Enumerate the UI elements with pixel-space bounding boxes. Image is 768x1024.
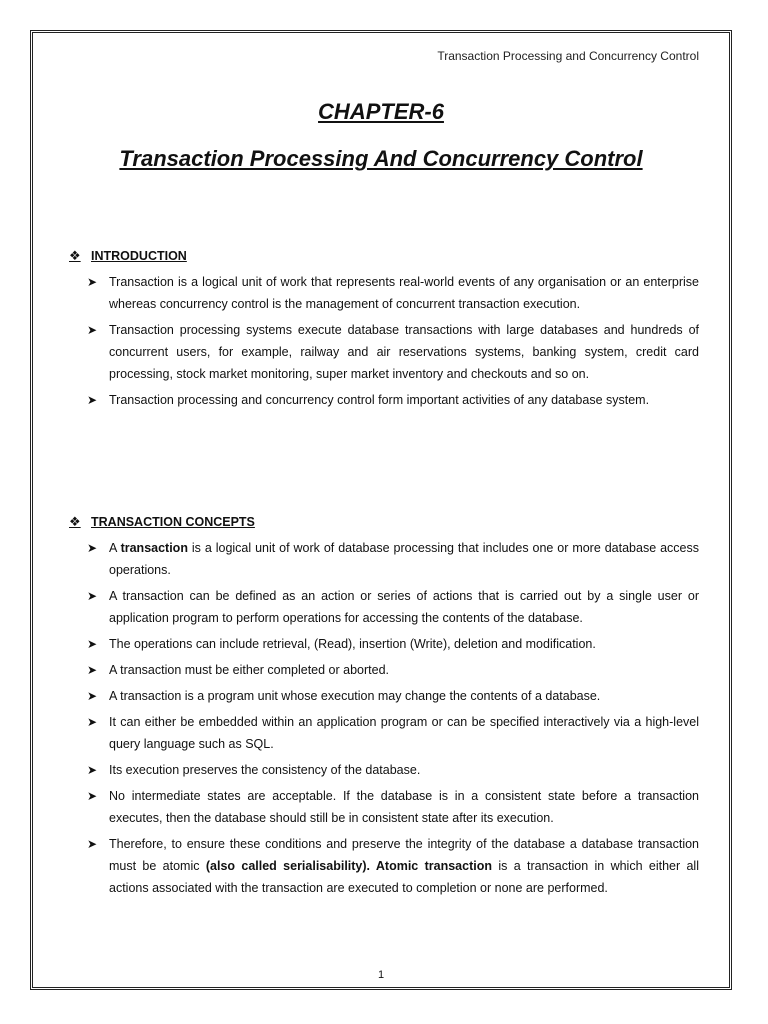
arrow-bullet-icon: ➤ [87, 589, 98, 603]
arrow-bullet-icon: ➤ [87, 763, 98, 777]
list-item: ➤ Transaction is a logical unit of work that represents real-world events of any organisation or an enterprise whereas concurrency control is the management of concurrent transaction execution. [109, 271, 699, 315]
chapter-title: Transaction Processing And Concurrency Control [119, 146, 643, 171]
list-item: ➤ Its execution preserves the consistency of the database. [109, 759, 699, 781]
arrow-bullet-icon: ➤ [87, 541, 98, 555]
bullet-list [69, 537, 699, 899]
list-item: ➤ It can either be embedded within an application program or can be specified interactively via a high-level query language such as SQL. [109, 711, 699, 755]
arrow-bullet-icon: ➤ [87, 663, 98, 677]
section-introduction [69, 247, 699, 415]
section-heading: TRANSACTION CONCEPTS [91, 515, 255, 529]
running-header: Transaction Processing and Concurrency Control [437, 49, 699, 63]
list-item: ➤ A transaction is a program unit whose execution may change the contents of a database. [109, 685, 699, 707]
arrow-bullet-icon: ➤ [87, 393, 98, 407]
list-item: ➤ The operations can include retrieval, (Read), insertion (Write), deletion and modification. [109, 633, 699, 655]
arrow-bullet-icon: ➤ [87, 275, 98, 289]
arrow-bullet-icon: ➤ [87, 637, 98, 651]
arrow-bullet-icon: ➤ [87, 789, 98, 803]
list-item: ➤ Transaction processing and concurrency control form important activities of any database system. [109, 389, 699, 411]
list-item: ➤ No intermediate states are acceptable. If the database is in a consistent state before a transaction executes, then the database should still be in consistent state after its execution. [109, 785, 699, 829]
list-item: ➤ A transaction is a logical unit of work of database processing that includes one or more database access operations. [109, 537, 699, 581]
list-item: ➤ A transaction must be either completed or aborted. [109, 659, 699, 681]
list-item: ➤ Therefore, to ensure these conditions and preserve the integrity of the database a database transaction must be atomic (also called serialisability). Atomic transaction is a transaction in which either all actions associated with the transaction are executed to completion or none are performed. [109, 833, 699, 899]
chapter-label: CHAPTER-6 [318, 99, 444, 124]
diamond-bullet-icon: ❖ [69, 248, 81, 263]
arrow-bullet-icon: ➤ [87, 323, 98, 337]
arrow-bullet-icon: ➤ [87, 837, 98, 851]
section-transaction-concepts [69, 513, 699, 903]
diamond-bullet-icon: ❖ [69, 514, 81, 529]
list-item: ➤ A transaction can be defined as an action or series of actions that is carried out by a single user or application program to perform operations for accessing the contents of the database. [109, 585, 699, 629]
page-number: 1 [377, 969, 385, 981]
bullet-list [69, 271, 699, 411]
document-page [30, 30, 732, 990]
arrow-bullet-icon: ➤ [87, 689, 98, 703]
arrow-bullet-icon: ➤ [87, 715, 98, 729]
list-item: ➤ Transaction processing systems execute database transactions with large databases and hundreds of concurrent users, for example, railway and air reservations systems, banking system, credit card processing, stock market monitoring, super market inventory and checkouts and so on. [109, 319, 699, 385]
section-heading: INTRODUCTION [91, 249, 187, 263]
